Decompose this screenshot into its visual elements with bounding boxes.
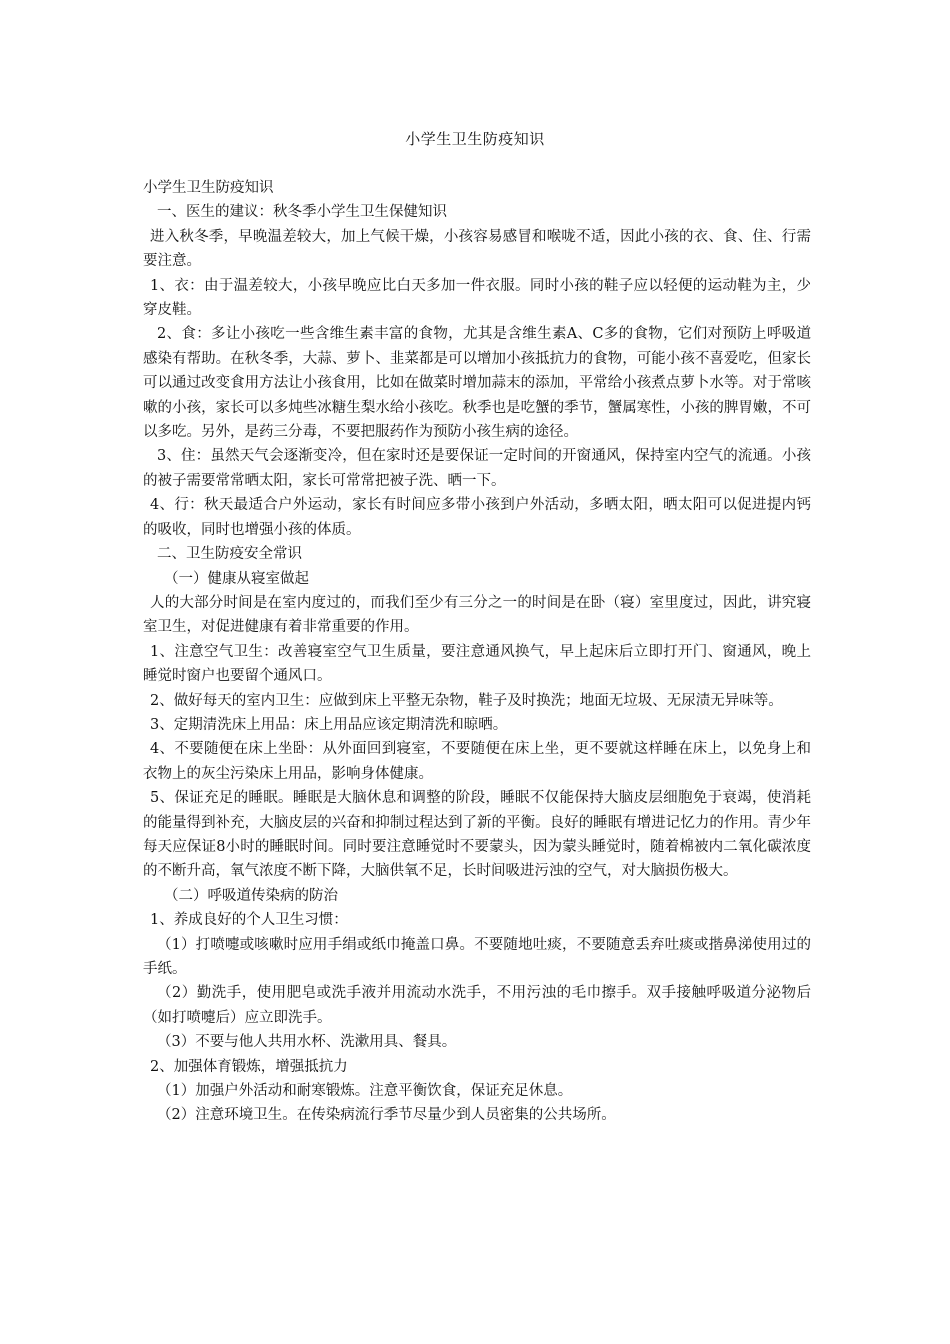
document-title: 小学生卫生防疫知识 <box>405 130 545 148</box>
paragraph: 2、食：多让小孩吃一些含维生素丰富的食物，尤其是含维生素A、C多的食物，它们对预防上呼吸道感染有帮助。在秋冬季，大蒜、萝卜、韭菜都是可以增加小孩抵抗力的食物，可能小孩不喜爱吃，但家长可以通过改变食用方法让小孩食用，比如在做菜时增加蒜末的添加，平常给小孩煮点萝卜水等。对于常咳嗽的小孩，家长可以多炖些冰糖生梨水给小孩吃。秋季也是吃蟹的季节，蟹属寒性，小孩的脾胃嫩，不可以多吃。另外，是药三分毒，不要把服药作为预防小孩生病的途径。 <box>143 326 811 441</box>
paragraph: 4、行：秋天最适合户外运动，家长有时间应多带小孩到户外活动，多晒太阳，晒太阳可以促进提内钙的吸收，同时也增强小孩的体质。 <box>143 497 811 538</box>
paragraph: 2、做好每天的室内卫生：应做到床上平整无杂物，鞋子及时换洗；地面无垃圾、无尿渍无异味等。 <box>150 692 783 709</box>
paragraph: 3、住：虽然天气会逐渐变冷，但在家时还是要保证一定时间的开窗通风，保持室内空气的流通。小孩的被子需要常常晒太阳，家长可常常把被子洗、晒一下。 <box>143 448 811 489</box>
body-heading: 小学生卫生防疫知识 <box>143 180 274 196</box>
subsection-heading: （二）呼吸道传染病的防治 <box>164 887 338 904</box>
paragraph: 5、保证充足的睡眠。睡眠是大脑休息和调整的阶段，睡眠不仅能保持大脑皮层细胞免于衰竭，使消耗的能量得到补充，大脑皮层的兴奋和抑制过程达到了新的平衡。良好的睡眠有增进记忆力的作用。青少年每天应保证8小时的睡眠时间。同时要注意睡觉时不要蒙头，因为蒙头睡觉时，随着棉被内二氧化碳浓度的不断升高，氧气浓度不断下降，大脑供氧不足，长时间吸进污浊的空气，对大脑损伤极大。 <box>143 790 811 880</box>
paragraph: 4、不要随便在床上坐卧：从外面回到寝室，不要随便在床上坐，更不要就这样睡在床上，以免身上和衣物上的灰尘污染床上用品，影响身体健康。 <box>143 741 811 782</box>
paragraph: （1）打喷嚏或咳嗽时应用手绢或纸巾掩盖口鼻。不要随地吐痰，不要随意丢弃吐痰或揩鼻涕使用过的手纸。 <box>143 936 811 977</box>
paragraph: （2）勤洗手，使用肥皂或洗手液并用流动水洗手，不用污浊的毛巾擦手。双手接触呼吸道分泌物后（如打喷嚏后）应立即洗手。 <box>143 985 811 1026</box>
section-heading-2: 二、卫生防疫安全常识 <box>157 546 302 563</box>
paragraph: （2）注意环境卫生。在传染病流行季节尽量少到人员密集的公共场所。 <box>157 1107 616 1124</box>
paragraph: 3、定期清洗床上用品：床上用品应该定期清洗和晾晒。 <box>150 716 508 733</box>
paragraph: 进入秋冬季，早晚温差较大，加上气候干燥，小孩容易感冒和喉咙不适，因此小孩的衣、食、住、行需要注意。 <box>143 228 811 270</box>
paragraph: 1、衣：由于温差较大，小孩早晚应比白天多加一件衣服。同时小孩的鞋子应以轻便的运动鞋为主，少穿皮鞋。 <box>143 277 811 319</box>
paragraph: 人的大部分时间是在室内度过的，而我们至少有三分之一的时间是在卧（寝）室里度过，因此，讲究寝室卫生，对促进健康有着非常重要的作用。 <box>143 594 811 636</box>
document-body <box>143 176 811 1128</box>
paragraph: 1、注意空气卫生：改善寝室空气卫生质量，要注意通风换气，早上起床后立即打开门、窗通风，晚上睡觉时窗户也要留个通风口。 <box>143 643 811 685</box>
paragraph: （1）加强户外活动和耐寒锻炼。注意平衡饮食，保证充足休息。 <box>157 1083 573 1100</box>
paragraph: （3）不要与他人共用水杯、洗漱用具、餐具。 <box>157 1034 457 1051</box>
paragraph: 1、养成良好的个人卫生习惯： <box>150 912 348 929</box>
subsection-heading: （一）健康从寝室做起 <box>164 570 309 587</box>
paragraph: 2、加强体育锻炼，增强抵抗力 <box>150 1058 348 1075</box>
section-heading-1: 一、医生的建议：秋冬季小学生卫生保健知识 <box>157 204 447 221</box>
